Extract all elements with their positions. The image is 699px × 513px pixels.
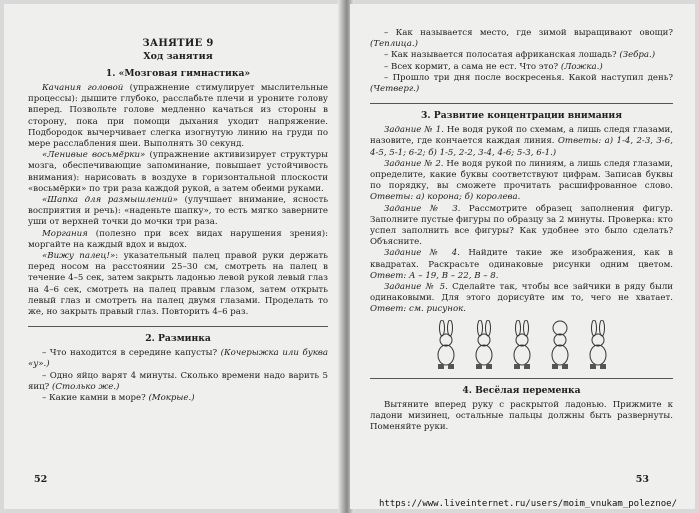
divider [370, 378, 673, 379]
task-4: Задание № 4. Найдите такие же изображения, как в квадратах. Раскрасьте одинаковые рисунки одним цветом. Ответ: А – 19, В – 22, В – 8. [370, 248, 673, 281]
paragraph-see-finger: «Вижу палец!»: указательный палец правой руки держать перед носом на расстоянии 25–30 см, смотреть на палец в течение 4–5 сек, затем закрыть ладонью левой рукой левый глаз на 4–6 сек, смотреть на палец правым глазом, затем открыть левый глаз и смотреть на палец двумя глазами. Проделать то же, но закрыть правый глаз. Повторить 4–6 раз. [28, 251, 328, 318]
paragraph-thinking-cap: «Шапка для размышлений» (улучшает внимание, ясность восприятия и речь): «наденьте шапку», то есть мягко заверните уши от верхней точки до мочки три раза. [28, 195, 328, 228]
bunny-1 [431, 320, 461, 370]
paragraph-head-swing: Качания головой (упражнение стимулирует мыслительные процессы): дышите глубоко, расслабьте плечи и уроните голову вперед. Позвольте голове медленно качаться из стороны в сторону, пока при помощи дыхания уходит напряжение. Подбородок вычерчивает слегка изогнутую линию на груди по мере расслабления шеи. Выполнять 30 секунд. [28, 83, 329, 150]
lesson-title: ЗАНЯТИЕ 9 [142, 38, 214, 49]
riddle-2: – Одно яйцо варят 4 минуты. Сколько времени надо варить 5 яиц? (Столько же.) [28, 370, 328, 392]
left-page [4, 4, 342, 509]
task-1: Задание № 1. Не водя рукой по схемам, а лишь следя глазами, назовите, где кончается каждая линия. Ответы: а) 1-4, 2-3, 3-6, 4-5, 5-1; 6-2; б) 1-5, 2-2, 3-4, 4-6; 5-3, 6-1.) [370, 125, 673, 158]
bunny-4 [545, 320, 575, 370]
source-url: https://www.liveinternet.ru/users/moim_vnukam_poleznoe/ [378, 499, 677, 509]
bunny-2 [469, 320, 499, 370]
section-heading-3: 3. Развитие концентрации внимания [421, 110, 622, 122]
riddle-1: – Что находится в середине капусты? (Кочерыжка или буква «у».) [28, 348, 328, 370]
bunny-5 [583, 320, 613, 370]
divider [28, 326, 328, 327]
paragraph-lazy-eights: «Ленивые восьмёрки» (упражнение активизирует структуры мозга, обеспечивающие запоминание, повышает устойчивость внимания): нарисовать в воздухе в горизонтальной плоскости «восьмёрки» по три раза каждой рукой, а затем обеими руками. [28, 150, 328, 194]
riddle-6: – Всех кормит, а сама не ест. Что это? (Ложка.) [384, 61, 603, 72]
riddle-4: – Как называется место, где зимой выращивают овощи? (Теплица.) [370, 28, 673, 50]
section-heading-2: 2. Разминка [145, 333, 211, 345]
page-number-right: 53 [635, 474, 649, 485]
section-heading-1: 1. «Мозговая гимнастика» [105, 68, 251, 79]
bunny-3 [507, 320, 537, 370]
paragraph-blinking: Моргания (полезно при всех видах нарушения зрения): моргайте на каждый вдох и выдох. [28, 228, 328, 250]
section-heading-4: 4. Весёлая переменка [462, 384, 581, 396]
divider [370, 103, 673, 104]
riddle-3: – Какие камни в море? (Мокрые.) [42, 393, 195, 404]
task-5: Задание № 5. Сделайте так, чтобы все зайчики в ряду были одинаковыми. Для этого дорисуйте им то, чего не хватает. Ответ: см. рисунок. [370, 282, 674, 315]
task-2: Задание № 2. Не водя рукой по линиям, а лишь следя глазами, определите, какие буквы соответствуют цифрам. Записав буквы по порядку, вы сможете прочитать расшифрованное слово. Ответы: а) корона; б) королева. [370, 158, 673, 203]
lesson-subtitle: Ход занятия [143, 51, 213, 62]
task-3: Задание № 3. Рассмотрите образец заполнения фигур. Заполните пустые фигуры по образцу за 2 минуты. Проверка: кто успел заполнить все фигуры? Как удобнее это было сделать? Объясните. [370, 203, 673, 248]
page-number-left: 52 [34, 474, 48, 485]
paragraph-break: Вытяните вперед руку с раскрытой ладонью. Прижмите к ладони мизинец, остальные пальцы должны быть развернуты. Поменяйте руки. [370, 399, 673, 433]
right-page [350, 4, 695, 509]
riddle-7: – Прошло три дня после воскресенья. Какой наступил день? (Четверг.) [370, 72, 673, 95]
riddle-5: – Как называется полосатая африканская лошадь? (Зебра.) [384, 50, 656, 61]
bunnies-illustration [370, 320, 673, 370]
